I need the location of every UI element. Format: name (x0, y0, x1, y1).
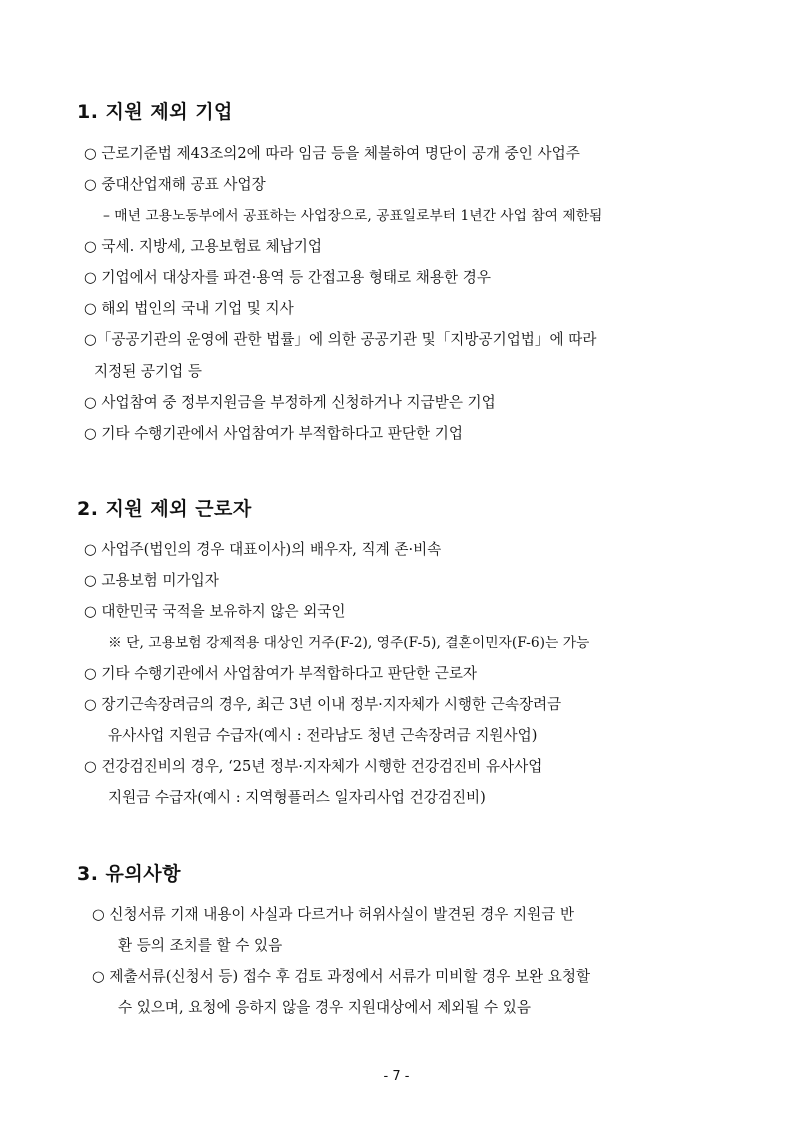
list-item: ○ 장기근속장려금의 경우, 최근 3년 이내 정부·지자체가 시행한 근속장려금 (84, 696, 562, 713)
list-item: ○ 국세. 지방세, 고용보험료 체납기업 (84, 238, 322, 255)
list-item-continuation: 유사사업 지원금 수급자(예시 : 전라남도 청년 근속장려금 지원사업) (108, 727, 538, 744)
list-item-continuation: 지원금 수급자(예시 : 지역형플러스 일자리사업 건강검진비) (108, 789, 486, 806)
page-number: - 7 - (383, 1069, 410, 1084)
list-item: ○ 기타 수행기관에서 사업참여가 부적합하다고 판단한 근로자 (84, 665, 478, 682)
list-item-continuation: 지정된 공기업 등 (94, 363, 202, 380)
list-item-continuation: 수 있으며, 요청에 응하지 않을 경우 지원대상에서 제외될 수 있음 (118, 999, 531, 1016)
list-item: ○「공공기관의 운영에 관한 법률」에 의한 공공기관 및「지방공기업법」에 따라 (84, 331, 597, 348)
list-item: ○ 고용보험 미가입자 (84, 572, 219, 589)
list-item-continuation: 환 등의 조치를 할 수 있음 (118, 937, 283, 954)
list-item: ○ 대한민국 국적을 보유하지 않은 외국인 (84, 603, 346, 620)
list-item: ○ 사업참여 중 정부지원금을 부정하게 신청하거나 지급받은 기업 (84, 394, 496, 411)
list-item: ○ 기타 수행기관에서 사업참여가 부적합하다고 판단한 기업 (84, 425, 463, 442)
note-item: ※ 단, 고용보험 강제적용 대상인 거주(F-2), 영주(F-5), 결혼이민자(F-6)는 가능 (108, 635, 590, 651)
section-2-heading: 2. 지원 제외 근로자 (77, 498, 252, 520)
section-1-heading: 1. 지원 제외 기업 (77, 101, 233, 123)
list-item: ○ 기업에서 대상자를 파견·용역 등 간접고용 형태로 채용한 경우 (84, 269, 491, 286)
list-item: ○ 건강검진비의 경우, ‘25년 정부·지자체가 시행한 건강검진비 유사사업 (84, 758, 543, 775)
list-item: ○ 해외 법인의 국내 기업 및 지사 (84, 300, 294, 317)
section-3-heading: 3. 유의사항 (77, 863, 181, 885)
list-item: ○ 제출서류(신청서 등) 접수 후 검토 과정에서 서류가 미비할 경우 보완 요청할 (92, 968, 591, 985)
list-item: ○ 사업주(법인의 경우 대표이사)의 배우자, 직계 존·비속 (84, 541, 442, 558)
sub-item: – 매년 고용노동부에서 공표하는 사업장으로, 공표일로부터 1년간 사업 참여 제한됨 (103, 208, 603, 224)
list-item: ○ 신청서류 기재 내용이 사실과 다르거나 허위사실이 발견된 경우 지원금 반 (92, 906, 575, 923)
list-item: ○ 근로기준법 제43조의2에 따라 임금 등을 체불하여 명단이 공개 중인 사업주 (84, 145, 580, 162)
list-item: ○ 중대산업재해 공표 사업장 (84, 176, 266, 193)
